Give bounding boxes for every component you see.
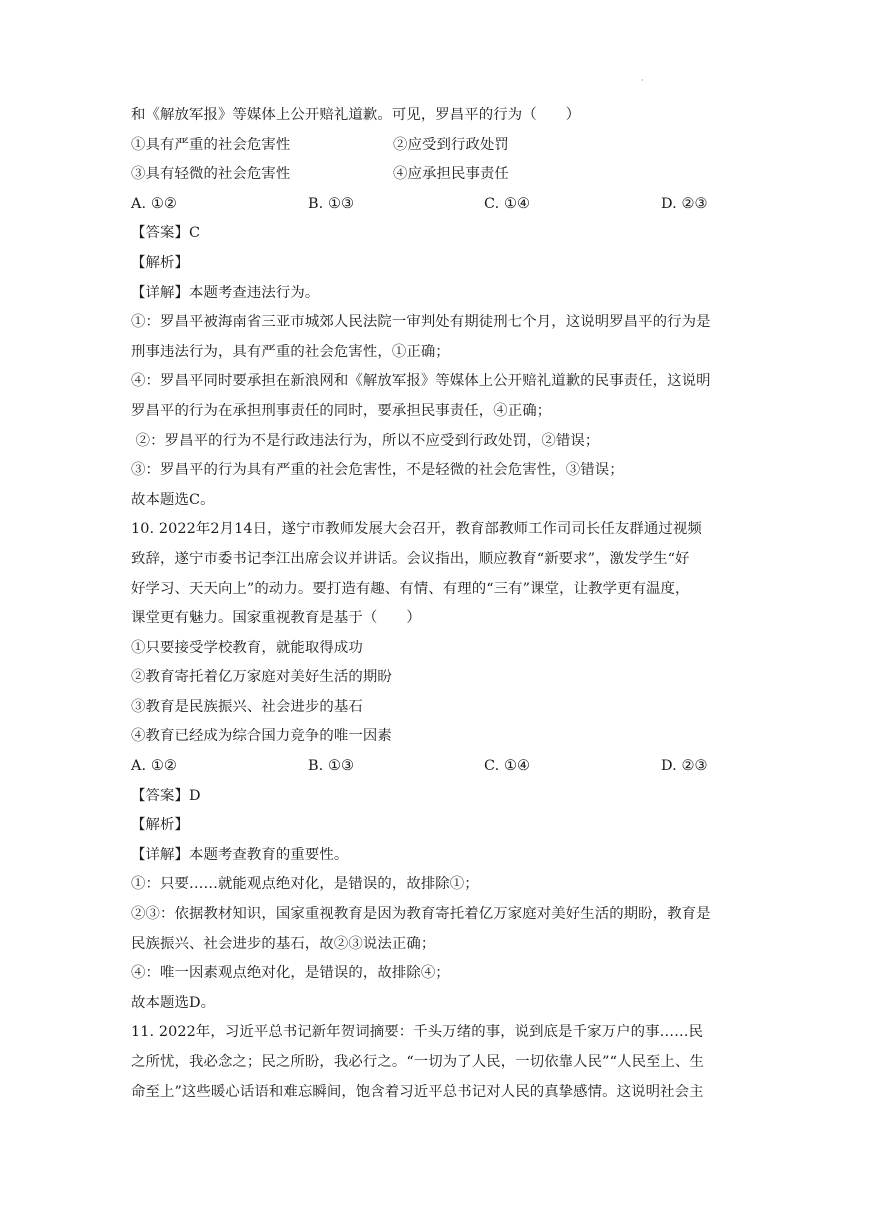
q10-option-1: ①只要接受学校教育，就能取得成功	[131, 639, 363, 656]
q9-detail-line: 罗昌平的行为在承担刑事责任的同时，要承担民事责任，④正确；	[131, 402, 552, 419]
q10-option-2: ②教育寄托着亿万家庭对美好生活的期盼	[131, 669, 392, 686]
q10-detail-line: 民族振兴、社会进步的基石，故②③说法正确；	[131, 935, 436, 952]
q11-stem-line: 11. 2022年，习近平总书记新年贺词摘要：千头万绪的事，说到底是千家万户的事……民	[131, 1024, 704, 1041]
q9-choice-b: B. ①③	[308, 195, 355, 212]
q10-choice-a: A. ①②	[131, 758, 177, 775]
q9-conclusion: 故本题选C。	[131, 491, 215, 508]
q9-option-2: ②应受到行政处罚	[393, 136, 509, 153]
q10-detail-line: ②③：依据教材知识，国家重视教育是因为教育寄托着亿万家庭对美好生活的期盼，教育是	[131, 906, 711, 923]
q10-detail-line: ④：唯一因素观点绝对化，是错误的，故排除④；	[131, 965, 450, 982]
q11-stem-line: 之所忧，我必念之；民之所盼，我必行之。“一切为了人民，一切依靠人民”“人民至上、生	[131, 1054, 705, 1070]
q10-stem-line: 课堂更有魅力。国家重视教育是基于（ ）	[131, 610, 421, 627]
q9-detail-line: ④：罗昌平同时要承担在新浪网和《解放军报》等媒体上公开赔礼道歉的民事责任，这说明	[131, 373, 711, 390]
q9-choice-a: A. ①②	[131, 195, 177, 212]
q10-analysis-label: 【解析】	[131, 817, 189, 834]
q11-stem-line: 命至上”这些暖心话语和难忘瞬间，饱含着习近平总书记对人民的真挚感情。这说明社会主	[131, 1083, 704, 1100]
q9-answer: 【答案】C	[131, 225, 201, 242]
q9-detail-line: ①：罗昌平被海南省三亚市城郊人民法院一审判处有期徒刑七个月，这说明罗昌平的行为是	[131, 314, 711, 331]
q9-analysis-label: 【解析】	[131, 254, 189, 271]
q10-stem-line: 10. 2022年2月14日，遂宁市教师发展大会召开，教育部教师工作司司长任友群通过视频	[131, 521, 702, 538]
q9-choices	[131, 190, 741, 220]
q10-choice-c: C. ①④	[484, 758, 530, 775]
q9-detail-line: 刑事违法行为，具有严重的社会危害性，①正确；	[131, 343, 450, 360]
q9-option-1: ①具有严重的社会危害性	[131, 136, 291, 153]
document-body	[131, 101, 741, 1107]
q9-stem-end: 和《解放军报》等媒体上公开赔礼道歉。可见，罗昌平的行为（ ）	[131, 107, 581, 123]
q10-option-4: ④教育已经成为综合国力竞争的唯一因素	[131, 728, 392, 745]
q10-option-3: ③教育是民族振兴、社会进步的基石	[131, 698, 363, 715]
q9-choice-d: D. ②③	[661, 195, 708, 212]
q10-answer: 【答案】D	[131, 787, 201, 804]
q9-detail-line: 【详解】本题考查违法行为。	[131, 284, 320, 301]
q10-stem-line: 致辞，遂宁市委书记李江出席会议并讲话。会议指出，顺应教育“新要求”，激发学生“好	[131, 550, 690, 567]
q9-options-row-1	[131, 131, 741, 161]
q10-detail-line: 【详解】本题考查教育的重要性。	[131, 846, 349, 863]
q9-choice-c: C. ①④	[484, 195, 530, 212]
q10-stem-line: 好学习、天天向上”的动力。要打造有趣、有情、有理的“三有”课堂，让教学更有温度，	[131, 580, 690, 597]
q10-choice-d: D. ②③	[661, 758, 708, 775]
header-mark: ·	[641, 76, 644, 85]
q9-option-4: ④应承担民事责任	[393, 166, 509, 183]
q9-detail-line: ③：罗昌平的行为具有严重的社会危害性，不是轻微的社会危害性，③错误；	[131, 462, 624, 479]
q10-choice-b: B. ①③	[308, 758, 355, 775]
q10-detail-line: ①：只要……就能观点绝对化，是错误的，故排除①；	[131, 876, 479, 893]
q10-conclusion: 故本题选D。	[131, 994, 216, 1011]
q9-detail-line: ②：罗昌平的行为不是行政违法行为，所以不应受到行政处罚，②错误；	[131, 432, 600, 449]
q9-option-3: ③具有轻微的社会危害性	[131, 166, 291, 183]
q10-choices	[131, 752, 741, 782]
q9-options-row-2	[131, 160, 741, 190]
